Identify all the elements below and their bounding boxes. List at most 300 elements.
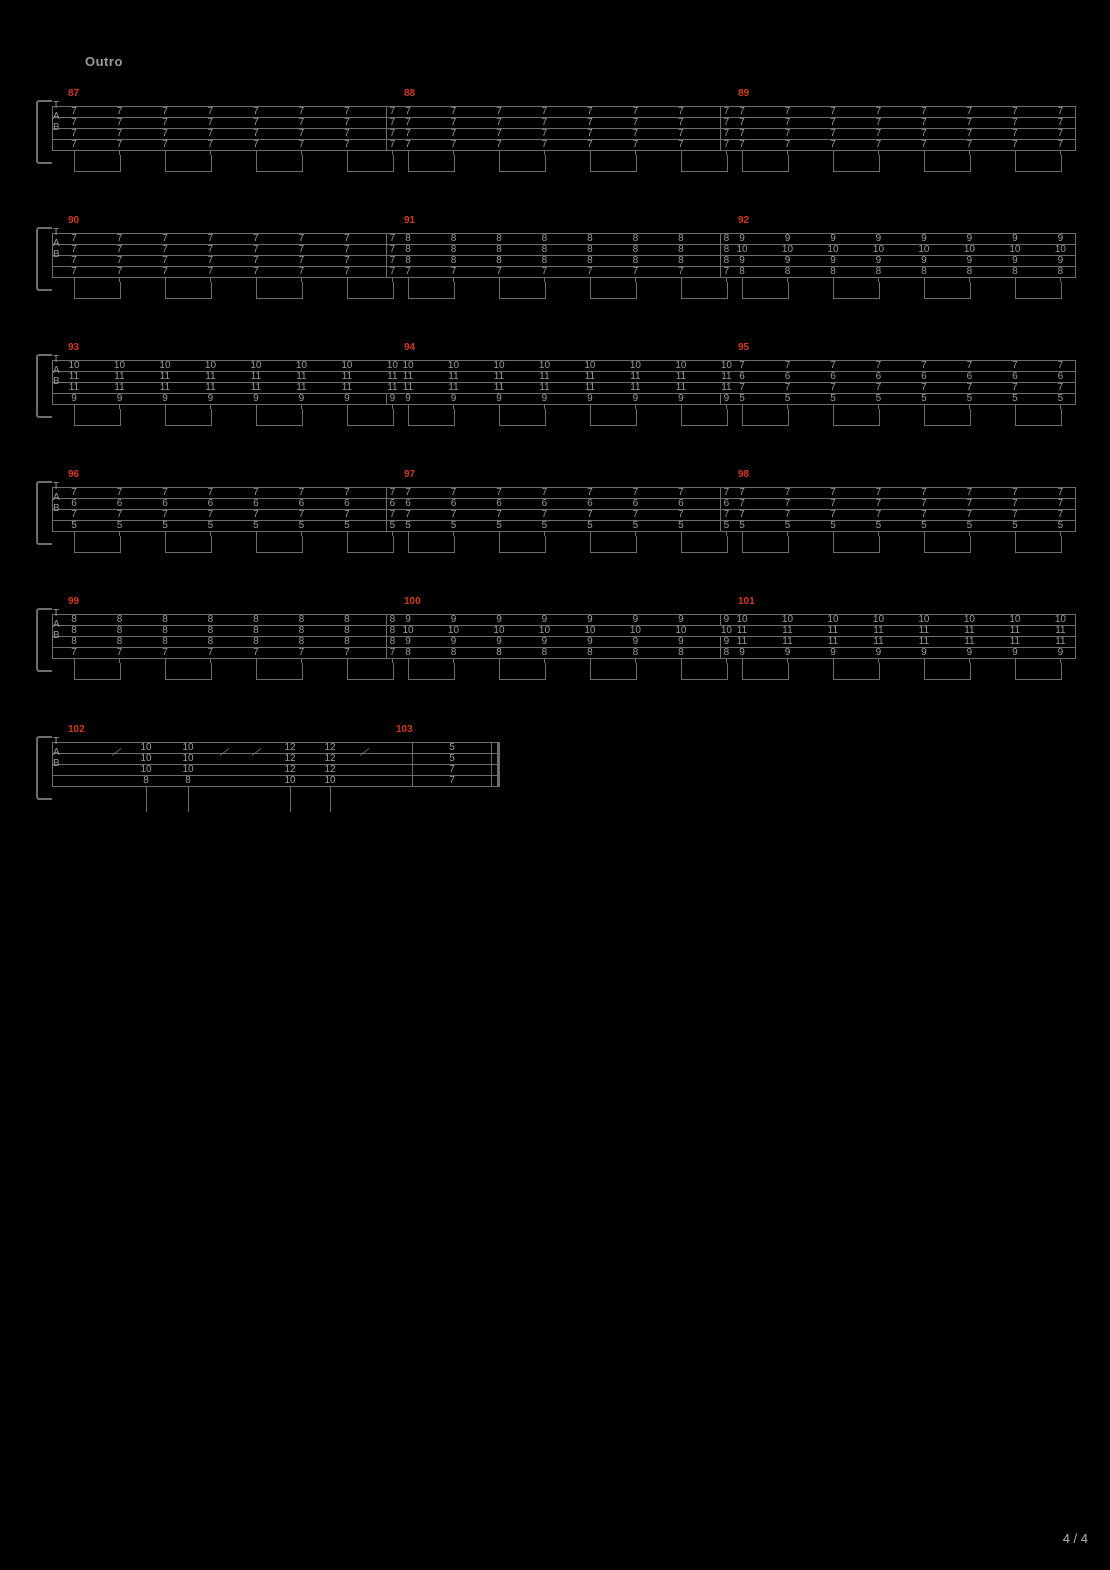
fret-number: 10: [493, 359, 505, 371]
fret-number: 10: [720, 624, 732, 636]
rest-slash: ⁄: [221, 744, 230, 760]
fret-number: 8: [185, 774, 191, 786]
fret-number: 7: [449, 763, 455, 775]
fret-number: 8: [344, 635, 350, 647]
fret-number: 10: [386, 359, 398, 371]
fret-number: 7: [784, 497, 791, 509]
beam-bracket: [408, 663, 455, 680]
fret-number: 7: [632, 116, 639, 128]
fret-number: 9: [496, 392, 502, 404]
fret-number: 7: [450, 508, 457, 520]
fret-number: 11: [827, 635, 839, 647]
fret-number: 7: [450, 116, 457, 128]
fret-number: 7: [207, 254, 214, 266]
fret-number: 7: [587, 265, 593, 277]
fret-number: 8: [405, 232, 411, 244]
tab-clef-letter: B: [53, 376, 60, 387]
fret-number: 12: [324, 763, 336, 775]
fret-number: 12: [284, 763, 296, 775]
beam-bracket: [347, 155, 394, 172]
beam-bracket: [681, 155, 728, 172]
beam-bracket: [256, 155, 303, 172]
tab-staff: [52, 360, 1076, 404]
fret-number: 5: [71, 519, 77, 531]
fret-number: 10: [629, 359, 641, 371]
fret-number: 7: [830, 486, 836, 498]
fret-number: 10: [68, 359, 80, 371]
fret-number: 8: [496, 243, 502, 255]
fret-number: 7: [116, 254, 123, 266]
fret-number: 7: [1057, 497, 1064, 509]
fret-number: 9: [966, 646, 973, 658]
fret-number: 5: [1012, 519, 1018, 531]
fret-number: 5: [632, 519, 639, 531]
fret-number: 7: [784, 105, 791, 117]
fret-number: 9: [207, 392, 214, 404]
fret-number: 7: [541, 508, 548, 520]
staff-brace: [36, 608, 52, 672]
fret-number: 9: [587, 392, 593, 404]
fret-number: 10: [736, 613, 748, 625]
fret-number: 9: [632, 613, 639, 625]
fret-number: 7: [1012, 497, 1018, 509]
note-stem: [146, 786, 147, 812]
tab-clef-letter: T: [53, 481, 60, 492]
staff-system: [36, 594, 1076, 704]
fret-number: 10: [182, 741, 194, 753]
barline: [1075, 360, 1076, 404]
fret-number: 7: [71, 646, 77, 658]
beam-bracket: [499, 155, 546, 172]
fret-number: 11: [448, 381, 459, 393]
fret-number: 8: [496, 254, 502, 266]
beam-bracket: [1015, 155, 1062, 172]
fret-number: 7: [1012, 486, 1018, 498]
fret-number: 6: [875, 370, 882, 382]
fret-number: 7: [116, 508, 123, 520]
fret-number: 7: [71, 116, 77, 128]
fret-number: 7: [389, 265, 396, 277]
tab-staff: [52, 614, 1076, 658]
fret-number: 5: [449, 752, 455, 764]
fret-number: 6: [1012, 370, 1018, 382]
fret-number: 10: [827, 243, 839, 255]
fret-number: 7: [921, 359, 927, 371]
beam-bracket: [1015, 409, 1062, 426]
fret-number: 6: [298, 497, 305, 509]
fret-number: 9: [632, 392, 639, 404]
fret-number: 11: [873, 624, 884, 636]
fret-number: 7: [298, 243, 305, 255]
barline: [1075, 233, 1076, 277]
fret-number: 7: [632, 127, 639, 139]
fret-number: 7: [207, 127, 214, 139]
fret-number: 7: [632, 486, 639, 498]
note-stem: [188, 786, 189, 812]
fret-number: 8: [298, 613, 305, 625]
fret-number: 11: [964, 635, 975, 647]
fret-number: 10: [250, 359, 262, 371]
fret-number: 7: [875, 359, 882, 371]
beam-bracket: [590, 155, 637, 172]
fret-number: 8: [207, 613, 214, 625]
tab-clef-letter: A: [53, 492, 60, 503]
fret-number: 9: [921, 254, 927, 266]
fret-number: 11: [584, 381, 596, 393]
fret-number: 7: [162, 254, 168, 266]
fret-number: 7: [207, 243, 214, 255]
fret-number: 8: [784, 265, 791, 277]
fret-number: 11: [493, 370, 505, 382]
fret-number: 7: [587, 486, 593, 498]
fret-number: 10: [1009, 613, 1021, 625]
fret-number: 8: [739, 265, 745, 277]
fret-number: 5: [450, 519, 457, 531]
fret-number: 9: [389, 392, 396, 404]
fret-number: 7: [587, 116, 593, 128]
staff-line: [52, 753, 500, 754]
fret-number: 7: [1012, 381, 1018, 393]
fret-number: 5: [116, 519, 123, 531]
fret-number: 7: [739, 508, 745, 520]
fret-number: 11: [387, 381, 398, 393]
fret-number: 5: [739, 519, 745, 531]
fret-number: 7: [162, 646, 168, 658]
tab-clef: [53, 227, 67, 260]
fret-number: 6: [405, 497, 411, 509]
fret-number: 7: [1012, 105, 1018, 117]
fret-number: 7: [344, 508, 350, 520]
fret-number: 8: [678, 646, 684, 658]
fret-number: 6: [389, 497, 396, 509]
fret-number: 10: [918, 243, 930, 255]
fret-number: 6: [207, 497, 214, 509]
tab-clef-letter: A: [53, 619, 60, 630]
fret-number: 11: [736, 635, 748, 647]
fret-number: 11: [250, 370, 262, 382]
fret-number: 8: [71, 624, 77, 636]
fret-number: 9: [405, 392, 411, 404]
fret-number: 7: [678, 508, 684, 520]
fret-number: 7: [739, 359, 745, 371]
fret-number: 9: [253, 392, 259, 404]
beam-bracket: [924, 663, 971, 680]
fret-number: 7: [298, 138, 305, 150]
fret-number: 8: [678, 254, 684, 266]
fret-number: 6: [162, 497, 168, 509]
fret-number: 11: [539, 381, 550, 393]
fret-number: 7: [253, 265, 259, 277]
fret-number: 5: [449, 741, 455, 753]
fret-number: 7: [1057, 359, 1064, 371]
fret-number: 7: [344, 254, 350, 266]
fret-number: 11: [539, 370, 550, 382]
staff-line: [52, 742, 500, 743]
barline: [720, 233, 721, 277]
beam-bracket: [1015, 536, 1062, 553]
fret-number: 6: [1057, 370, 1064, 382]
staff-brace: [36, 227, 52, 291]
fret-number: 7: [966, 486, 973, 498]
fret-number: 11: [402, 370, 414, 382]
beam-bracket: [590, 536, 637, 553]
fret-number: 7: [739, 116, 745, 128]
fret-number: 7: [450, 105, 457, 117]
beam-bracket: [499, 536, 546, 553]
fret-number: 7: [739, 381, 745, 393]
fret-number: 10: [872, 243, 885, 255]
fret-number: 9: [405, 635, 411, 647]
fret-number: 7: [784, 486, 791, 498]
fret-number: 9: [966, 254, 973, 266]
fret-number: 10: [324, 774, 336, 786]
fret-number: 8: [541, 646, 548, 658]
fret-number: 11: [827, 624, 839, 636]
fret-number: 8: [632, 243, 639, 255]
fret-number: 7: [830, 497, 836, 509]
tab-clef-letter: B: [53, 122, 60, 133]
fret-number: 11: [918, 635, 930, 647]
fret-number: 7: [207, 116, 214, 128]
fret-number: 7: [405, 116, 411, 128]
fret-number: 10: [736, 243, 748, 255]
fret-number: 10: [584, 359, 596, 371]
tab-clef: [53, 100, 67, 133]
beam-bracket: [924, 409, 971, 426]
fret-number: 8: [632, 232, 639, 244]
beam-bracket: [74, 155, 121, 172]
fret-number: 9: [830, 232, 836, 244]
fret-number: 8: [632, 646, 639, 658]
measure-number: 99: [68, 596, 80, 607]
beam-bracket: [408, 155, 455, 172]
fret-number: 7: [541, 486, 548, 498]
staff-system: [36, 86, 1076, 196]
fret-number: 9: [587, 613, 593, 625]
fret-number: 7: [71, 232, 77, 244]
fret-number: 9: [921, 232, 927, 244]
fret-number: 6: [116, 497, 123, 509]
fret-number: 9: [784, 254, 791, 266]
beam-bracket: [408, 409, 455, 426]
staff-system: [36, 467, 1076, 577]
fret-number: 8: [587, 254, 593, 266]
fret-number: 9: [1057, 646, 1064, 658]
fret-number: 8: [207, 624, 214, 636]
fret-number: 8: [344, 613, 350, 625]
fret-number: 11: [387, 370, 398, 382]
fret-number: 7: [162, 138, 168, 150]
fret-number: 7: [116, 138, 123, 150]
barline: [720, 614, 721, 658]
fret-number: 7: [496, 105, 502, 117]
fret-number: 12: [284, 752, 296, 764]
fret-number: 7: [71, 486, 77, 498]
tab-clef-letter: B: [53, 630, 60, 641]
fret-number: 11: [159, 381, 171, 393]
fret-number: 5: [207, 519, 214, 531]
rest-slash: ⁄: [361, 744, 370, 760]
fret-number: 5: [298, 519, 305, 531]
fret-number: 7: [449, 774, 455, 786]
fret-number: 7: [830, 508, 836, 520]
fret-number: 7: [496, 127, 502, 139]
staff-brace: [36, 100, 52, 164]
staff-line: [52, 150, 1076, 151]
beam-bracket: [74, 663, 121, 680]
staff-brace: [36, 354, 52, 418]
fret-number: 7: [116, 646, 123, 658]
fret-number: 7: [344, 138, 350, 150]
fret-number: 7: [344, 486, 350, 498]
fret-number: 8: [389, 613, 396, 625]
fret-number: 5: [1057, 519, 1064, 531]
fret-number: 8: [587, 646, 593, 658]
fret-number: 8: [253, 635, 259, 647]
fret-number: 7: [405, 127, 411, 139]
fret-number: 7: [921, 497, 927, 509]
fret-number: 7: [344, 127, 350, 139]
fret-number: 10: [781, 613, 794, 625]
tab-clef-letter: T: [53, 354, 60, 365]
fret-number: 8: [587, 243, 593, 255]
fret-number: 7: [1057, 138, 1064, 150]
beam-bracket: [833, 409, 880, 426]
fret-number: 9: [739, 232, 745, 244]
fret-number: 7: [830, 116, 836, 128]
fret-number: 10: [182, 763, 194, 775]
fret-number: 8: [496, 232, 502, 244]
fret-number: 8: [450, 243, 457, 255]
beam-bracket: [347, 663, 394, 680]
fret-number: 8: [71, 613, 77, 625]
fret-number: 5: [966, 392, 973, 404]
fret-number: 7: [344, 105, 350, 117]
tab-staff: [52, 742, 500, 786]
tab-clef-letter: T: [53, 736, 60, 747]
fret-number: 7: [541, 116, 548, 128]
fret-number: 10: [159, 359, 171, 371]
fret-number: 7: [1057, 127, 1064, 139]
fret-number: 8: [678, 243, 684, 255]
fret-number: 6: [587, 497, 593, 509]
fret-number: 7: [389, 646, 396, 658]
fret-number: 9: [1012, 254, 1018, 266]
measure-number: 92: [738, 215, 750, 226]
fret-number: 5: [389, 519, 396, 531]
fret-number: 8: [298, 635, 305, 647]
fret-number: 9: [344, 392, 350, 404]
fret-number: 7: [71, 243, 77, 255]
fret-number: 11: [630, 370, 641, 382]
fret-number: 7: [253, 646, 259, 658]
fret-number: 7: [1057, 381, 1064, 393]
fret-number: 8: [723, 646, 730, 658]
fret-number: 7: [116, 486, 123, 498]
fret-number: 7: [116, 243, 123, 255]
fret-number: 7: [450, 265, 457, 277]
fret-number: 7: [875, 105, 882, 117]
fret-number: 7: [921, 486, 927, 498]
fret-number: 7: [1057, 508, 1064, 520]
fret-number: 10: [538, 624, 551, 636]
fret-number: 7: [875, 138, 882, 150]
fret-number: 11: [918, 624, 930, 636]
fret-number: 7: [966, 381, 973, 393]
beam-bracket: [833, 663, 880, 680]
barline: [1075, 487, 1076, 531]
barline: [386, 233, 387, 277]
tab-clef-letter: A: [53, 111, 60, 122]
beam-bracket: [590, 282, 637, 299]
fret-number: 7: [162, 116, 168, 128]
fret-number: 9: [450, 635, 457, 647]
tab-clef: [53, 736, 67, 769]
fret-number: 7: [966, 138, 973, 150]
fret-number: 8: [162, 613, 168, 625]
fret-number: 11: [964, 624, 975, 636]
fret-number: 5: [739, 392, 745, 404]
tab-staff: [52, 233, 1076, 277]
fret-number: 7: [966, 127, 973, 139]
beam-bracket: [681, 282, 728, 299]
fret-number: 9: [496, 635, 502, 647]
fret-number: 7: [389, 254, 396, 266]
fret-number: 7: [678, 138, 684, 150]
fret-number: 10: [447, 359, 460, 371]
fret-number: 11: [205, 381, 216, 393]
fret-number: 8: [541, 243, 548, 255]
fret-number: 5: [875, 392, 882, 404]
fret-number: 11: [114, 381, 125, 393]
fret-number: 7: [496, 138, 502, 150]
beam-bracket: [408, 536, 455, 553]
fret-number: 9: [678, 392, 684, 404]
beam-bracket: [833, 155, 880, 172]
fret-number: 7: [678, 265, 684, 277]
measure-number: 93: [68, 342, 80, 353]
fret-number: 10: [402, 624, 414, 636]
fret-number: 9: [1012, 646, 1018, 658]
fret-number: 11: [1009, 635, 1021, 647]
fret-number: 8: [966, 265, 973, 277]
beam-bracket: [256, 536, 303, 553]
fret-number: 7: [875, 127, 882, 139]
beam-bracket: [74, 409, 121, 426]
fret-number: 10: [1009, 243, 1021, 255]
fret-number: 7: [1057, 105, 1064, 117]
fret-number: 7: [496, 508, 502, 520]
fret-number: 5: [1057, 392, 1064, 404]
fret-number: 11: [341, 370, 353, 382]
fret-number: 9: [450, 392, 457, 404]
fret-number: 7: [298, 127, 305, 139]
fret-number: 7: [162, 127, 168, 139]
fret-number: 11: [68, 370, 80, 382]
fret-number: 7: [253, 486, 259, 498]
fret-number: 9: [921, 646, 927, 658]
fret-number: 7: [405, 486, 411, 498]
tab-clef-letter: B: [53, 758, 60, 769]
measure-number: 102: [68, 724, 85, 735]
fret-number: 5: [253, 519, 259, 531]
fret-number: 7: [723, 265, 730, 277]
fret-number: 7: [723, 508, 730, 520]
barline: [720, 106, 721, 150]
fret-number: 9: [450, 613, 457, 625]
fret-number: 7: [1012, 127, 1018, 139]
fret-number: 8: [830, 265, 836, 277]
